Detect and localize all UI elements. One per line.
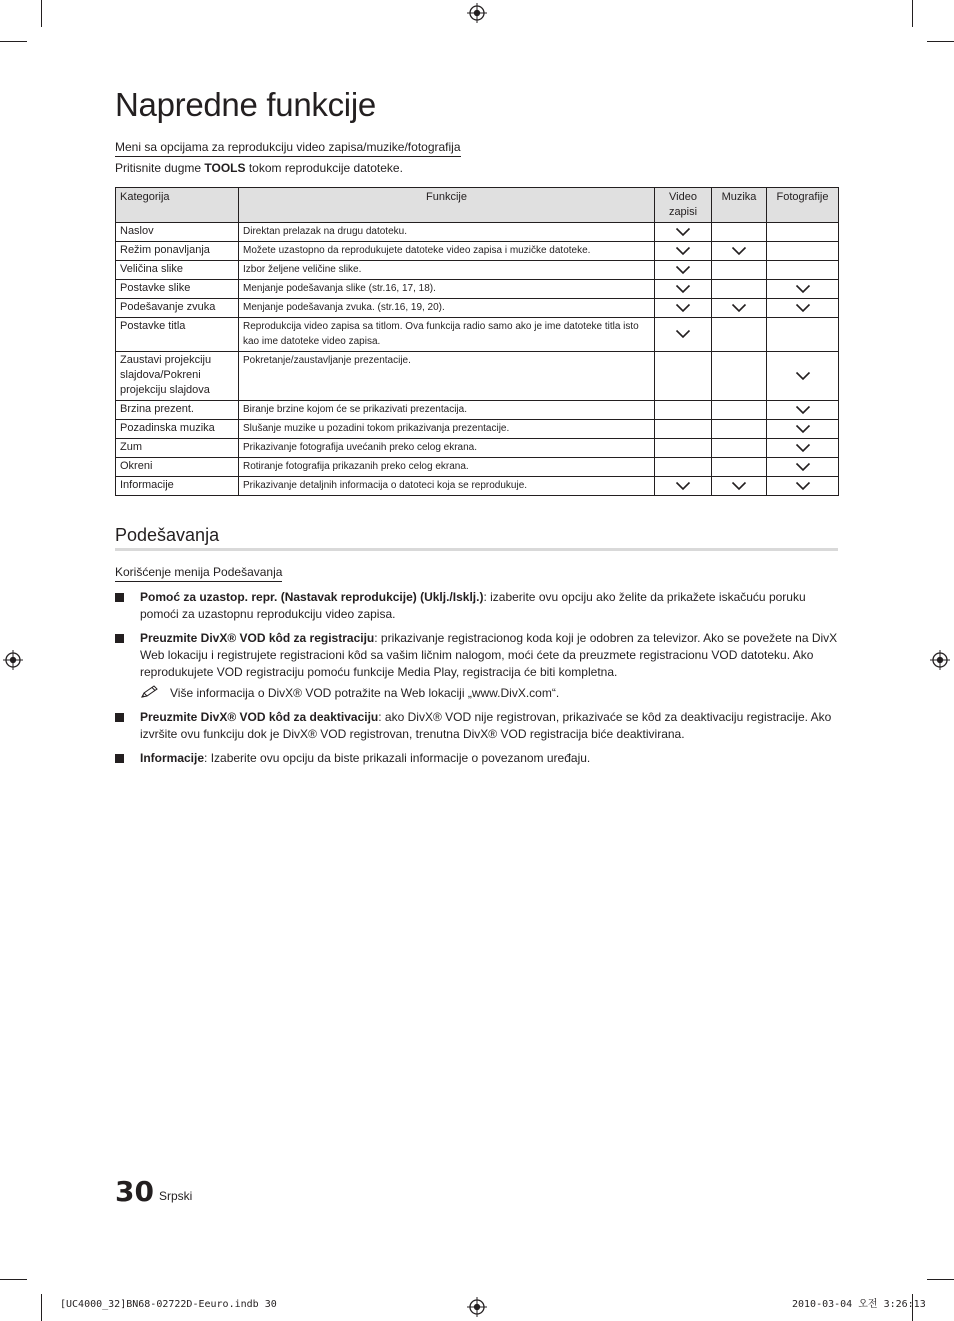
cell-photo (767, 261, 839, 280)
cell-category: Pozadinska muzika (116, 420, 239, 439)
header-functions: Funkcije (239, 188, 655, 223)
check-icon (675, 245, 691, 257)
cell-video (655, 299, 712, 318)
cell-category: Režim ponavljanja (116, 242, 239, 261)
cell-photo (767, 242, 839, 261)
check-icon (795, 423, 811, 435)
note-text: Više informacija o DivX® VOD potražite na Web lokaciji „www.DivX.com“. (170, 686, 560, 700)
check-icon (675, 226, 691, 238)
header-category: Kategorija (116, 188, 239, 223)
list-item (115, 630, 838, 681)
cell-category: Brzina prezent. (116, 401, 239, 420)
tools-key: TOOLS (204, 161, 246, 175)
settings-section-title: Podešavanja (115, 524, 838, 551)
cell-category: Zum (116, 439, 239, 458)
cell-video (655, 318, 712, 352)
cell-function: Pokretanje/zaustavljanje prezentacije. (239, 352, 655, 401)
cell-music (712, 242, 767, 261)
cell-video (655, 477, 712, 496)
cell-function: Reprodukcija video zapisa sa titlom. Ova funkcija radio samo ako je ime datoteke titla isto kao ime datoteke video zapisa. (239, 318, 655, 352)
cell-photo (767, 439, 839, 458)
cell-function: Prikazivanje detaljnih informacija o datoteci koja se reprodukuje. (239, 477, 655, 496)
cell-function: Direktan prelazak na drugu datoteku. (239, 223, 655, 242)
table-row (116, 280, 839, 299)
cell-function: Menjanje podešavanja slike (str.16, 17, 18). (239, 280, 655, 299)
check-icon (795, 480, 811, 492)
check-icon (795, 442, 811, 454)
bullet-term: Preuzmite DivX® VOD kôd za registraciju (140, 631, 375, 645)
bullet-text: : prikazivanje registracionog koda koji je odobren za televizor. Ako se povežete na DivX Web lokaciju i registrujete registracioni kôd sa vašim ličnim nalogom, moći ćete da preuzmete registracionu VOD datoteku. Ako reprodukujete VOD registraciju pomoću funkcije Media Play, registracija će biti kompletna. (140, 631, 838, 679)
bullet-term: Preuzmite DivX® VOD kôd za deaktivaciju (140, 710, 379, 724)
page-language: Srpski (159, 1189, 193, 1203)
cell-category: Veličina slike (116, 261, 239, 280)
footer-file: [UC4000_32]BN68-02722D-Eeuro.indb 30 (60, 1299, 277, 1310)
cell-function: Rotiranje fotografija prikazanih preko celog ekrana. (239, 458, 655, 477)
check-icon (675, 328, 691, 340)
cell-category: Postavke slike (116, 280, 239, 299)
cell-video (655, 352, 712, 401)
cell-video (655, 280, 712, 299)
check-icon (731, 480, 747, 492)
page-title: Napredne funkcije (115, 86, 376, 123)
crop-mark (0, 41, 27, 42)
table-row (116, 420, 839, 439)
crop-mark (912, 0, 913, 27)
cell-music (712, 420, 767, 439)
bullet-text: : ako DivX® VOD nije registrovan, prikazivaće se kôd za deaktivaciju registracije. Ako izvršite ovu funkciju dok je DivX® VOD registrovan, trenutna DivX® VOD registracija biće deaktivirana. (140, 710, 832, 741)
cell-video (655, 420, 712, 439)
registration-mark-icon (930, 650, 950, 670)
check-icon (795, 283, 811, 295)
check-icon (795, 404, 811, 416)
cell-video (655, 223, 712, 242)
intro-suffix: tokom reprodukcije datoteke. (245, 161, 403, 175)
cell-function: Slušanje muzike u pozadini tokom prikazivanja prezentacije. (239, 420, 655, 439)
check-icon (675, 264, 691, 276)
check-icon (731, 245, 747, 257)
pencil-note-icon (140, 684, 160, 705)
footer-timestamp: 2010-03-04 오전 3:26:13 (792, 1299, 926, 1310)
list-item (115, 589, 838, 623)
table-row (116, 477, 839, 496)
cell-music (712, 280, 767, 299)
crop-mark (0, 1279, 27, 1280)
cell-music (712, 318, 767, 352)
cell-photo (767, 401, 839, 420)
options-table-body (116, 223, 839, 496)
cell-video (655, 242, 712, 261)
crop-mark (927, 41, 954, 42)
square-bullet-icon (115, 593, 124, 602)
bullet-term: Pomoć za uzastop. repr. (Nastavak reprodukcije) (Uklj./Isklj.) (140, 590, 484, 604)
cell-video (655, 401, 712, 420)
table-row (116, 299, 839, 318)
cell-video (655, 458, 712, 477)
cell-music (712, 401, 767, 420)
cell-video (655, 439, 712, 458)
registration-mark-icon (467, 1297, 487, 1317)
check-icon (795, 302, 811, 314)
bullet-text: : Izaberite ovu opciju da biste prikazali informacije o povezanom uređaju. (204, 751, 591, 765)
header-video: Video zapisi (655, 188, 712, 223)
cell-category: Okreni (116, 458, 239, 477)
intro-prefix: Pritisnite dugme (115, 161, 205, 175)
check-icon (795, 370, 811, 382)
table-row (116, 242, 839, 261)
cell-function: Prikazivanje fotografija uvećanih preko celog ekrana. (239, 439, 655, 458)
cell-category: Postavke titla (116, 318, 239, 352)
cell-music (712, 223, 767, 242)
crop-mark (41, 0, 42, 27)
cell-photo (767, 299, 839, 318)
check-icon (795, 461, 811, 473)
check-icon (675, 480, 691, 492)
header-music: Muzika (712, 188, 767, 223)
square-bullet-icon (115, 713, 124, 722)
page-number: 30 (115, 1175, 154, 1208)
options-table (115, 187, 839, 496)
cell-photo (767, 352, 839, 401)
cell-function: Menjanje podešavanja zvuka. (str.16, 19, 20). (239, 299, 655, 318)
cell-category: Zaustavi projekciju slajdova/Pokreni projekciju slajdova (116, 352, 239, 401)
crop-mark (41, 1294, 42, 1321)
bullet-text: : izaberite ovu opciju ako želite da prikažete iskačuću poruku pomoći za uzastopnu reprodukciju video zapisa. (140, 590, 806, 621)
table-row (116, 458, 839, 477)
header-photos: Fotografije (767, 188, 839, 223)
crop-mark (927, 1279, 954, 1280)
cell-music (712, 439, 767, 458)
list-item (115, 750, 838, 767)
square-bullet-icon (115, 754, 124, 763)
cell-music (712, 477, 767, 496)
registration-mark-icon (3, 650, 23, 670)
table-row (116, 352, 839, 401)
cell-function: Biranje brzine kojom će se prikazivati prezentacija. (239, 401, 655, 420)
cell-photo (767, 477, 839, 496)
square-bullet-icon (115, 634, 124, 643)
cell-function: Izbor željene veličine slike. (239, 261, 655, 280)
check-icon (675, 283, 691, 295)
table-row (116, 261, 839, 280)
table-row (116, 318, 839, 352)
menu-section-intro (115, 161, 403, 176)
cell-video (655, 261, 712, 280)
cell-function: Možete uzastopno da reprodukujete datoteke video zapisa i muzičke datoteke. (239, 242, 655, 261)
table-row (116, 401, 839, 420)
table-row (116, 439, 839, 458)
settings-subheading: Korišćenje menija Podešavanja (115, 565, 282, 582)
cell-category: Naslov (116, 223, 239, 242)
bullet-term: Informacije (140, 751, 205, 765)
cell-music (712, 299, 767, 318)
cell-photo (767, 458, 839, 477)
cell-photo (767, 318, 839, 352)
menu-section-heading: Meni sa opcijama za reprodukciju video zapisa/muzike/fotografija (115, 140, 461, 157)
cell-category: Podešavanje zvuka (116, 299, 239, 318)
cell-photo (767, 420, 839, 439)
check-icon (675, 302, 691, 314)
list-item (115, 709, 838, 743)
cell-music (712, 261, 767, 280)
table-header-row (116, 188, 839, 223)
registration-mark-icon (467, 3, 487, 23)
check-icon (731, 302, 747, 314)
cell-photo (767, 223, 839, 242)
table-row (116, 223, 839, 242)
cell-music (712, 458, 767, 477)
cell-photo (767, 280, 839, 299)
cell-category: Informacije (116, 477, 239, 496)
cell-music (712, 352, 767, 401)
